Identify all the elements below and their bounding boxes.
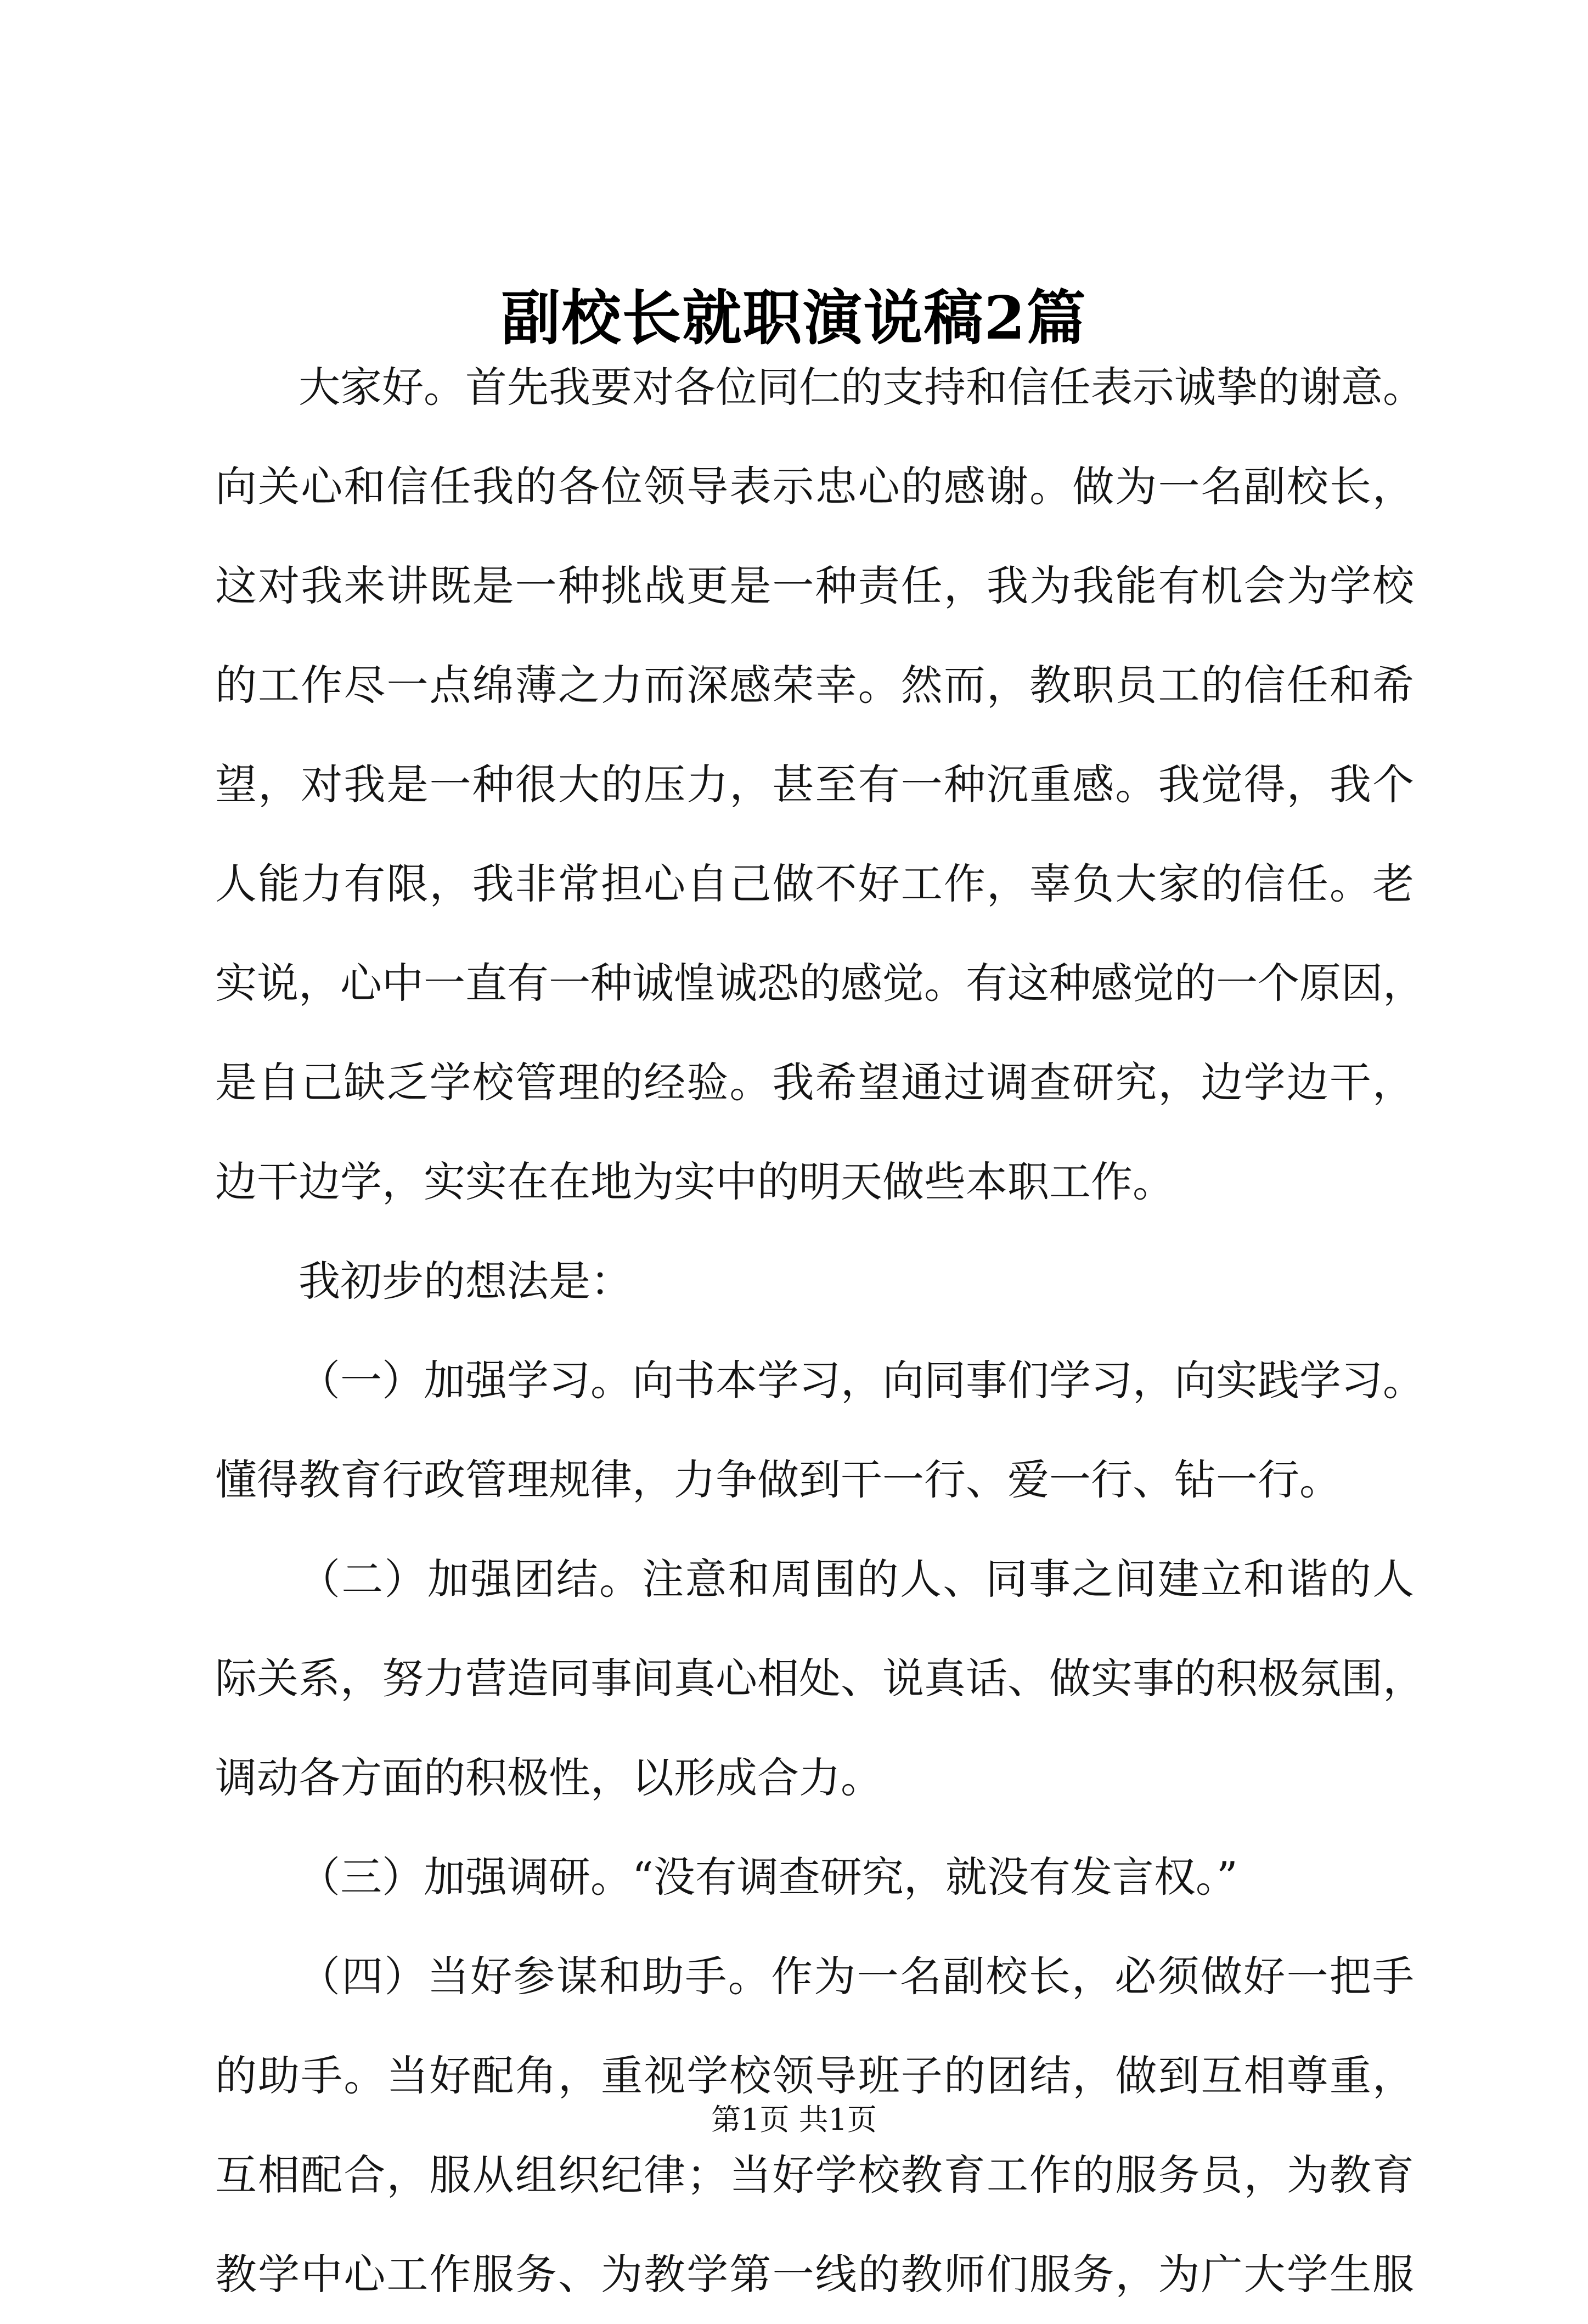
document-title: 副校长就职演说稿2篇 xyxy=(501,284,1087,353)
body-line: （一）加强学习。向书本学习，向同事们学习，向实践学习。 xyxy=(299,1356,1424,1405)
body-line: （二）加强团结。注意和周围的人、同事之间建立和谐的人 xyxy=(299,1555,1414,1603)
body-line: 调动各方面的积极性，以形成合力。 xyxy=(215,1753,882,1802)
body-line: 的工作尽一点绵薄之力而深感荣幸。然而，教职员工的信任和希 xyxy=(215,661,1414,710)
body-line: 懂得教育行政管理规律，力争做到干一行、爱一行、钻一行。 xyxy=(215,1455,1341,1504)
body-line: 是自己缺乏学校管理的经验。我希望通过调查研究，边学边干， xyxy=(215,1058,1414,1107)
body-line: 边干边学，实实在在地为实中的明天做些本职工作。 xyxy=(215,1157,1174,1206)
document-body xyxy=(215,337,1424,2324)
body-line: 望，对我是一种很大的压力，甚至有一种沉重感。我觉得，我个 xyxy=(215,760,1414,809)
body-line: 我初步的想法是： xyxy=(299,1257,632,1306)
body-line: 大家好。首先我要对各位同仁的支持和信任表示诚挚的谢意。 xyxy=(299,363,1424,412)
body-line: 教学中心工作服务、为教学第一线的教师们服务，为广大学生服 xyxy=(215,2250,1414,2299)
body-line: 向关心和信任我的各位领导表示忠心的感谢。做为一名副校长， xyxy=(215,462,1414,511)
body-line: 际关系，努力营造同事间真心相处、说真话、做实事的积极氛围， xyxy=(215,1654,1424,1703)
body-line: （三）加强调研。“没有调查研究，就没有发言权。” xyxy=(299,1853,1238,1901)
body-line: 的助手。当好配角，重视学校领导班子的团结，做到互相尊重， xyxy=(215,2051,1414,2100)
body-line: （四）当好参谋和助手。作为一名副校长，必须做好一把手 xyxy=(299,1952,1414,2001)
page-footer: 第1页 共1页 xyxy=(711,2102,877,2137)
body-line: 这对我来讲既是一种挑战更是一种责任，我为我能有机会为学校 xyxy=(215,561,1414,610)
body-line: 人能力有限，我非常担心自己做不好工作，辜负大家的信任。老 xyxy=(215,859,1414,908)
body-line: 互相配合，服从组织纪律；当好学校教育工作的服务员，为教育 xyxy=(215,2151,1414,2199)
body-line: 实说，心中一直有一种诚惶诚恐的感觉。有这种感觉的一个原因， xyxy=(215,959,1424,1008)
